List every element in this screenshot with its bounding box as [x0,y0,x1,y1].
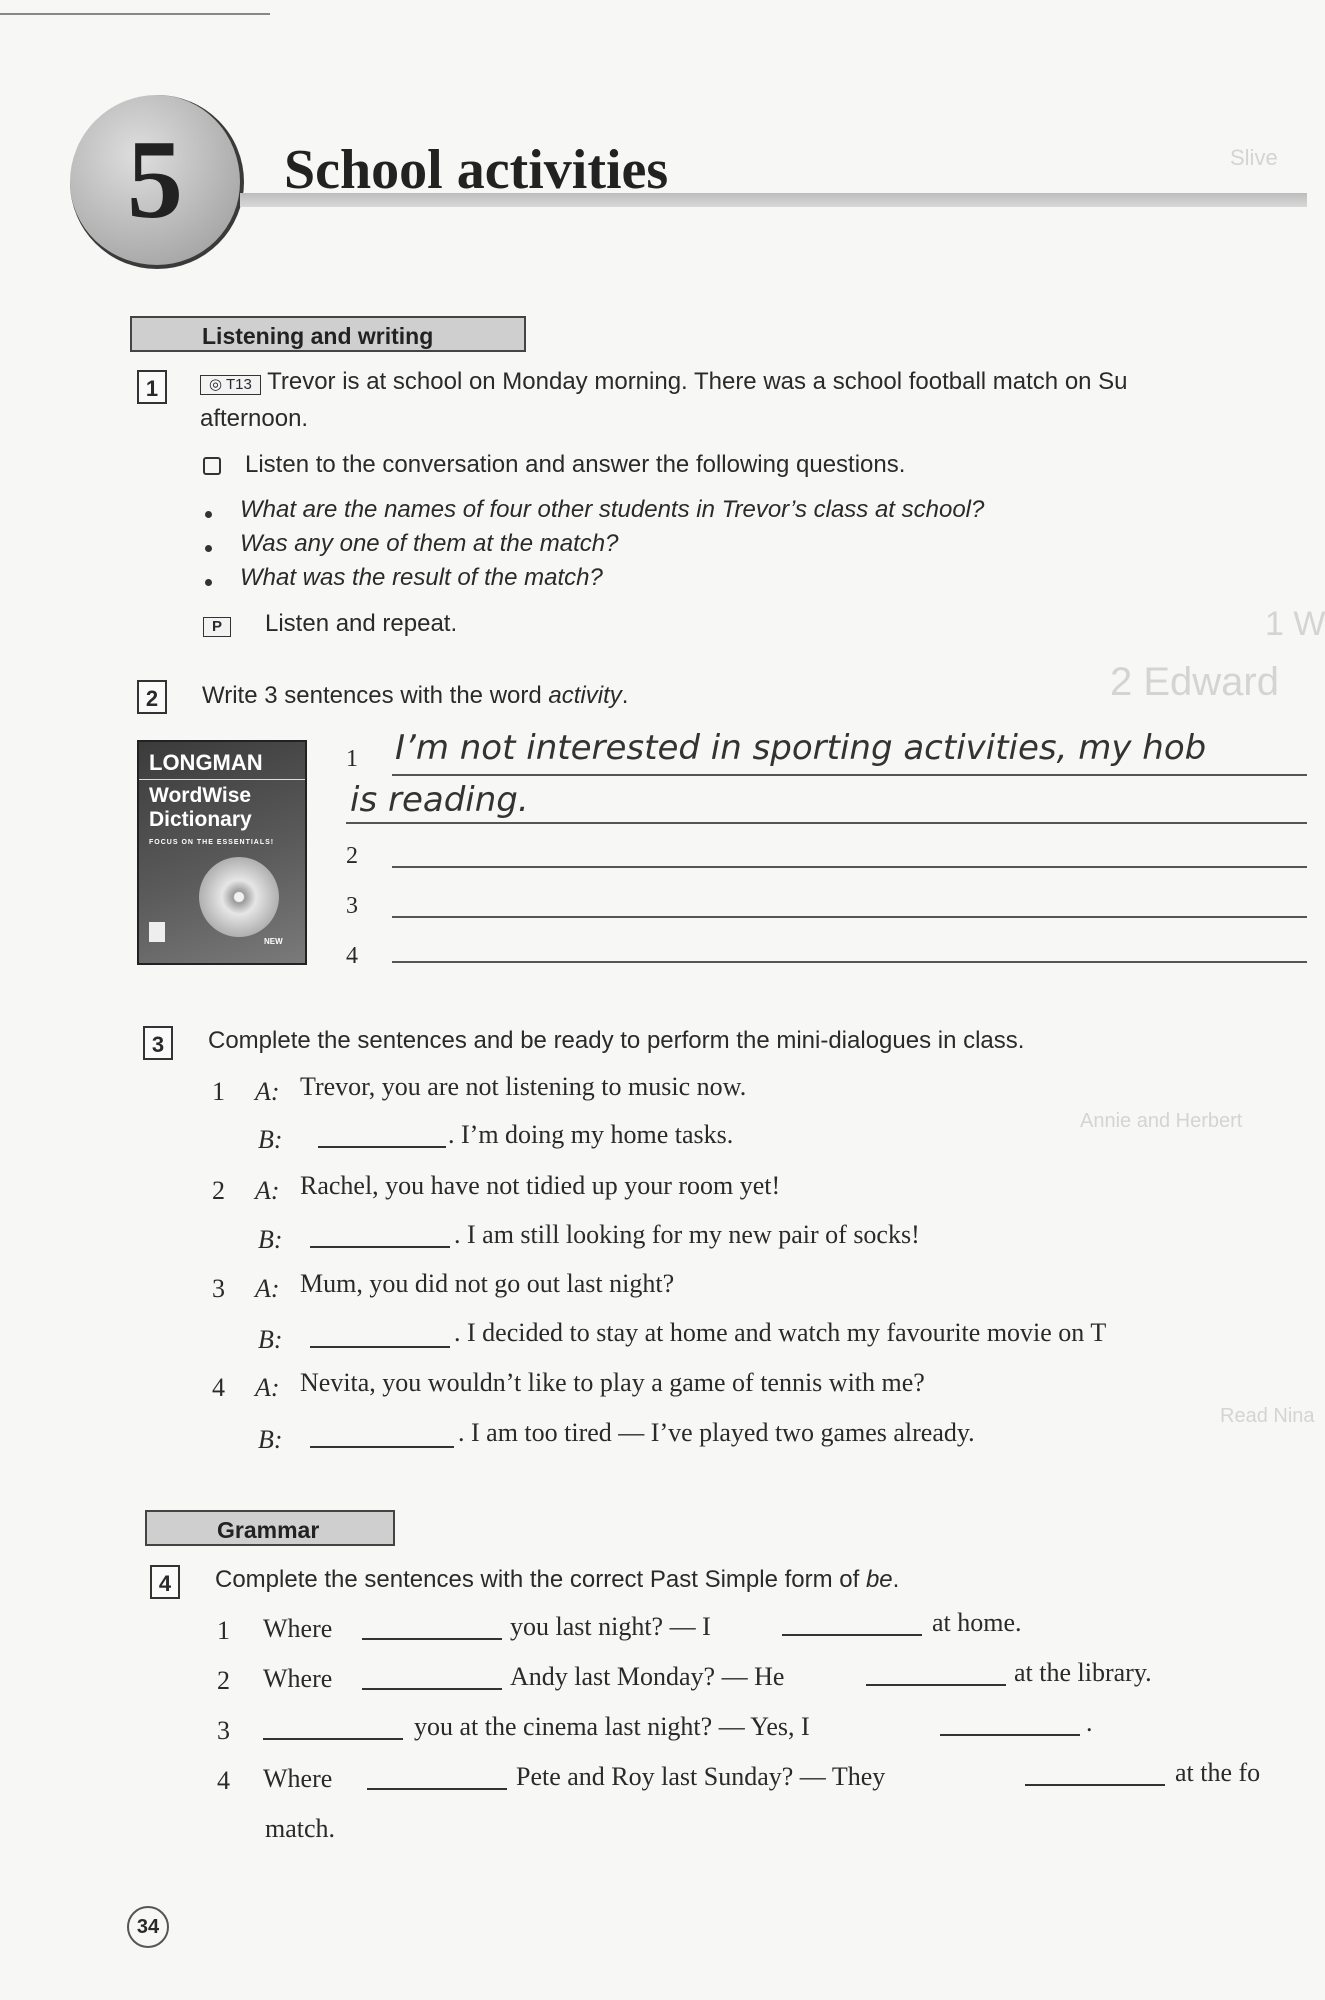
answer-line[interactable] [392,916,1307,918]
blank-line[interactable] [1025,1784,1165,1786]
answer-line[interactable] [392,961,1307,963]
sentence-part: Where [263,1614,333,1643]
blank-line[interactable] [310,1346,450,1348]
disc-icon: ◎ [209,376,223,393]
sentence-part: at home. [932,1608,1022,1637]
blank-line[interactable] [782,1634,922,1636]
bleed-text: Read Nina [1220,1405,1315,1427]
intro-text: Trevor is at school on Monday morning. There was a school football match on Su [267,368,1128,395]
blank-line[interactable] [940,1734,1080,1736]
section-label-grammar: Grammar [145,1510,395,1546]
unit-title: School activities [284,139,669,201]
book-subtitle: FOCUS ON THE ESSENTIALS! [149,839,275,846]
sentence-part: at the fo [1175,1758,1261,1787]
sentence-part: you at the cinema last night? — Yes, I [414,1712,810,1741]
dialogue-line-a: Rachel, you have not tidied up your room yet! [300,1171,781,1200]
bullet-icon [205,545,212,552]
listen-repeat-text: Listen and repeat. [265,610,458,637]
page-number: 34 [127,1906,169,1948]
dialogue-line-b: . I am too tired — I’ve played two games already. [458,1418,975,1447]
intro-text-continued: afternoon. [200,405,309,432]
exercise-1-instruction: Listen to the conversation and answer the following questions. [245,451,906,478]
exercise-3-instruction: Complete the sentences and be ready to perform the mini-dialogues in class. [208,1027,1025,1054]
speaker-b: B: [258,1125,283,1154]
line-number: 1 [346,746,358,772]
bullet-icon [205,511,212,518]
handwritten-answer[interactable]: I’m not interested in sporting activities, my hob [395,728,1207,768]
question-item: What are the names of four other students in Trevor’s class at school? [240,496,985,523]
blank-line[interactable] [310,1446,454,1448]
speaker-a: A: [255,1176,280,1205]
handwritten-answer[interactable]: is reading. [350,780,529,820]
item-number: 3 [217,1716,230,1745]
speaker-a: A: [255,1373,280,1402]
sentence-part: . [1086,1708,1093,1737]
exercise-2-instruction: Write 3 sentences with the word activity. [202,682,629,709]
cd-icon [199,857,279,937]
sentence-part: you last night? — I [510,1612,711,1641]
dialogue-line-a: Nevita, you wouldn’t like to play a game of tennis with me? [300,1368,925,1397]
question-item: Was any one of them at the match? [240,530,619,557]
track-number: T13 [226,376,252,393]
item-number: 3 [212,1274,225,1303]
dialogue-line-a: Trevor, you are not listening to music now. [300,1072,747,1101]
sentence-part: Where [263,1664,333,1693]
blank-line[interactable] [362,1688,502,1690]
item-number: 2 [217,1666,230,1695]
speaker-a: A: [255,1077,280,1106]
bullet-icon [205,579,212,586]
answer-line [392,774,1307,776]
bleed-text: 2 Edward [1110,660,1279,704]
speaker-b: B: [258,1325,283,1354]
item-number: 2 [212,1176,225,1205]
blank-line[interactable] [318,1146,446,1148]
blank-line[interactable] [263,1738,403,1740]
exercise-number: 2 [137,680,167,714]
speaker-b: B: [258,1425,283,1454]
bleed-text: Annie and Herbert [1080,1110,1243,1132]
speaker-a: A: [255,1274,280,1303]
exercise-1-intro [200,368,1128,396]
sentence-part: Where [263,1764,333,1793]
item-number: 4 [212,1373,225,1402]
bleed-text: Slive [1230,145,1278,170]
unit-number: 5 [127,118,183,242]
line-number: 2 [346,843,358,869]
book-brand: LONGMAN [149,750,263,775]
book-title: WordWise Dictionary [149,784,252,831]
dictionary-book-image [137,740,307,965]
bleed-text: 1 W [1265,605,1325,643]
question-item: What was the result of the match? [240,564,603,591]
dialogue-line-b: . I’m doing my home tasks. [448,1120,734,1149]
sentence-part: at the library. [1014,1658,1152,1687]
blank-line[interactable] [866,1684,1006,1686]
sentence-part: Pete and Roy last Sunday? — They [516,1762,886,1791]
exercise-number: 1 [137,370,167,404]
item-number: 4 [217,1766,230,1795]
speaker-b: B: [258,1225,283,1254]
blank-line[interactable] [367,1788,507,1790]
top-rule [0,13,270,15]
sentence-part: match. [265,1814,336,1843]
exercise-number: 4 [150,1565,180,1599]
item-number: 1 [212,1077,225,1106]
pronunciation-label: P [203,617,231,637]
exercise-number: 3 [143,1026,173,1060]
book-badge: NEW [264,937,283,946]
dialogue-line-b: . I am still looking for my new pair of socks! [454,1220,920,1249]
section-label-listening: Listening and writing [130,316,526,352]
blank-line[interactable] [310,1246,450,1248]
publisher-logo [149,922,165,942]
audio-track-label [200,375,261,395]
answer-line[interactable] [392,866,1307,868]
item-number: 1 [217,1616,230,1645]
exercise-4-instruction: Complete the sentences with the correct Past Simple form of be. [215,1566,900,1593]
dialogue-line-a: Mum, you did not go out last night? [300,1269,675,1298]
sentence-part: Andy last Monday? — He [510,1662,785,1691]
checkbox-icon [203,457,221,475]
line-number: 4 [346,943,358,969]
line-number: 3 [346,893,358,919]
answer-line [346,822,1307,824]
dialogue-line-b: . I decided to stay at home and watch my favourite movie on T [454,1318,1107,1347]
blank-line[interactable] [362,1638,502,1640]
